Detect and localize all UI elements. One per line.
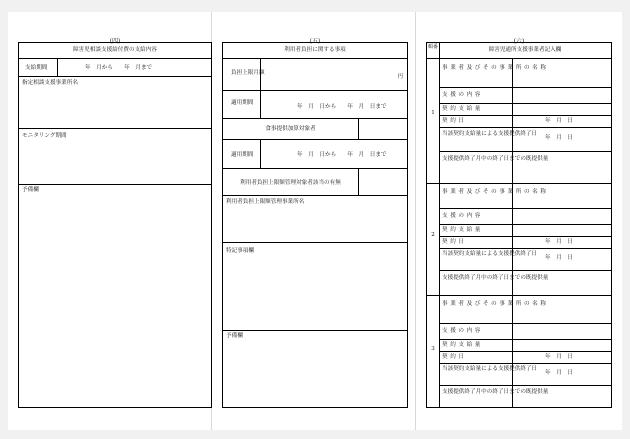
end-date-row-label: 当該契約支給量による支援提供終了日 <box>442 131 538 137</box>
panel5-heading: (五) <box>309 38 321 45</box>
meal-period-value: 年 月 日から 年 月 日まで <box>297 152 387 158</box>
order-label: 順番 <box>427 44 438 50</box>
panel5-box <box>222 42 408 408</box>
contract-date-value: 年 月 日 <box>545 118 573 124</box>
fold-line <box>415 12 416 430</box>
provider-label: 指定相談支援事業所名 <box>22 80 78 86</box>
contract-date-row-label: 契約日 <box>442 239 467 245</box>
amount-row-label: 契約支給量 <box>442 342 483 348</box>
contract-date-value: 年 月 日 <box>545 239 573 245</box>
cap-management-label: 利用者負担上限額管理対象者該当の有無 <box>240 180 341 186</box>
entry-number: 1 <box>431 110 435 116</box>
contract-date-row-label: 契約日 <box>442 118 467 124</box>
notes-label: 予備欄 <box>22 187 39 193</box>
panel4-heading: (四) <box>109 38 121 45</box>
usage-row-label: 支援提供終了月中の終了日までの既提供量 <box>442 389 549 395</box>
meal-period-label: 適用期間 <box>231 152 254 158</box>
provider-row-label: 事業者及びその事業所の名称 <box>442 301 549 307</box>
panel4-box <box>18 42 212 408</box>
end-date-row-label: 当該契約支給量による支援提供終了日 <box>442 366 538 372</box>
panel6-heading: (六) <box>513 38 525 45</box>
period-label: 支給期間 <box>25 65 48 71</box>
contract-date-value: 年 月 日 <box>545 354 573 360</box>
contract-date-row-label: 契約日 <box>442 354 467 360</box>
provider-row-label: 事業者及びその事業所の名称 <box>442 189 549 195</box>
cap-unit: 円 <box>397 74 403 80</box>
end-date-row-label: 当該契約支給量による支援提供終了日 <box>442 251 538 257</box>
amount-row-label: 契約支給量 <box>442 227 483 233</box>
panel6-title: 障害児通所支援事業者記入欄 <box>488 47 562 53</box>
period-label: 適用期間 <box>231 100 254 106</box>
panel4-title: 障害児相談支援給付費の支給内容 <box>73 47 157 53</box>
period-value: 年 月 日から 年 月 日まで <box>297 104 387 110</box>
usage-row-label: 支援提供終了月中の終了日までの既提供量 <box>442 156 549 162</box>
provider-row-label: 事業者及びその事業所の名称 <box>442 65 549 71</box>
entry-number: 3 <box>431 346 435 352</box>
panel6-box <box>426 42 612 408</box>
cap-label: 負担上限月額 <box>231 70 265 76</box>
content-row-label: 支援の内容 <box>442 328 483 334</box>
content-row-label: 支援の内容 <box>442 92 483 98</box>
end-date-value: 年 月 日 <box>545 255 573 261</box>
remarks-label: 特記事項欄 <box>226 248 254 254</box>
content-row-label: 支援の内容 <box>442 213 483 219</box>
cap-management-provider-label: 利用者負担上限額管理事業所名 <box>226 199 305 205</box>
period-value: 年 月から 年 月まで <box>85 65 153 71</box>
notes-label: 予備欄 <box>226 333 243 339</box>
entry-number: 2 <box>431 232 435 238</box>
usage-row-label: 支援提供終了月中の終了日までの既提供量 <box>442 275 549 281</box>
recipient-certificate-sheet <box>8 12 622 430</box>
end-date-value: 年 月 日 <box>545 370 573 376</box>
monitoring-label: モニタリング期間 <box>22 133 67 139</box>
amount-row-label: 契約支給量 <box>442 106 483 112</box>
end-date-value: 年 月 日 <box>545 135 573 141</box>
meal-label: 食事提供加算対象者 <box>265 126 316 132</box>
panel5-title: 利用者負担に関する事項 <box>284 47 346 53</box>
